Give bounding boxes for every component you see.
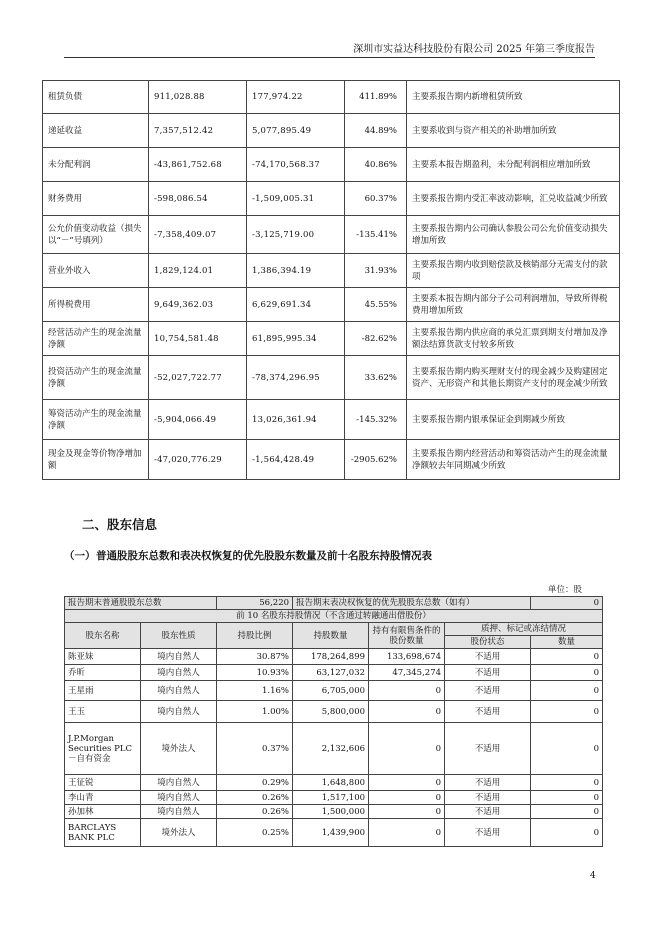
table-row (65, 701, 603, 723)
holder-count: 0 (531, 775, 603, 791)
table-row (65, 681, 603, 701)
table-row (43, 182, 620, 216)
holder-status: 不适用 (445, 805, 531, 819)
current-cell: -52,027,722.77 (149, 356, 247, 400)
holder-nature: 境内自然人 (141, 775, 217, 791)
holder-restricted: 133,698,674 (369, 649, 445, 665)
reason-cell: 主要系报告期内供应商的承兑汇票到期支付增加及净额法结算货款支付较多所致 (407, 322, 620, 356)
item-cell: 递延收益 (43, 114, 149, 148)
subsection-title: 普通股股东总数和表决权恢复的优先股股东数量及前十名股东持股情况表 (96, 550, 432, 562)
holder-status: 不适用 (445, 775, 531, 791)
reason-cell: 主要系报告期内收到赔偿款及核销部分无需支付的款项 (407, 254, 620, 288)
holder-nature: 境内自然人 (141, 649, 217, 665)
table-row (43, 254, 620, 288)
holder-nature: 境外法人 (141, 819, 217, 847)
col-restricted-header: 持有有限售条件的股份数量 (369, 623, 445, 649)
previous-cell: -1,564,428.49 (247, 440, 345, 480)
previous-cell: 61,895,995.34 (247, 322, 345, 356)
holder-ratio: 0.26% (217, 805, 293, 819)
table-row (43, 440, 620, 480)
holder-restricted: 0 (369, 805, 445, 819)
holder-count: 0 (531, 649, 603, 665)
caption-row (65, 610, 603, 623)
holder-name: J.P.Morgan Securities PLC－自有资金 (65, 723, 141, 775)
current-cell: 9,649,362.03 (149, 288, 247, 322)
change-cell: 45.55% (345, 288, 407, 322)
total-holders-value: 56,220 (217, 597, 293, 610)
holder-name: 王星雨 (65, 681, 141, 701)
holder-restricted: 0 (369, 681, 445, 701)
col-pledge-group-header: 质押、标记或冻结情况 (445, 623, 603, 636)
previous-cell: -1,509,005.31 (247, 182, 345, 216)
holder-restricted: 0 (369, 723, 445, 775)
holder-restricted: 0 (369, 819, 445, 847)
change-cell: -82.62% (345, 322, 407, 356)
holder-ratio: 0.26% (217, 791, 293, 805)
total-holders-label: 报告期末普通股股东总数 (65, 597, 217, 610)
holder-ratio: 0.25% (217, 819, 293, 847)
section-heading: 二、股东信息 (82, 517, 158, 532)
holder-nature: 境内自然人 (141, 665, 217, 681)
holder-name: 陈亚妹 (65, 649, 141, 665)
current-cell: 911,028.88 (149, 81, 247, 114)
holder-name: 孙加林 (65, 805, 141, 819)
subsection-heading (64, 548, 432, 563)
holder-nature: 境外法人 (141, 723, 217, 775)
holder-quantity: 6,705,000 (293, 681, 369, 701)
table-row (65, 805, 603, 819)
current-cell: -598,086.54 (149, 182, 247, 216)
holder-name: 李山青 (65, 791, 141, 805)
holder-ratio: 1.16% (217, 681, 293, 701)
col-status-header: 股份状态 (445, 636, 531, 649)
table-row (43, 148, 620, 182)
holder-name: 乔昕 (65, 665, 141, 681)
current-cell: 10,754,581.48 (149, 322, 247, 356)
previous-cell: -74,170,568.37 (247, 148, 345, 182)
holder-count: 0 (531, 681, 603, 701)
item-cell: 财务费用 (43, 182, 149, 216)
holder-count: 0 (531, 805, 603, 819)
change-cell: 411.89% (345, 81, 407, 114)
reason-cell: 主要系报告期内经营活动和筹资活动产生的现金流量净额较去年同期减少所致 (407, 440, 620, 480)
reason-cell: 主要系报告期内银承保证金到期减少所致 (407, 400, 620, 440)
holder-nature: 境内自然人 (141, 681, 217, 701)
report-header: 深圳市实益达科技股份有限公司 2025 年第三季度报告 (353, 44, 595, 55)
previous-cell: -3,125,719.00 (247, 216, 345, 254)
holder-quantity: 1,500,000 (293, 805, 369, 819)
reason-cell: 主要系报告期内公司确认参股公司公允价值变动损失增加所致 (407, 216, 620, 254)
change-cell: -135.41% (345, 216, 407, 254)
current-cell: -47,020,776.29 (149, 440, 247, 480)
top10-caption: 前 10 名股东持股情况（不含通过转融通出借股份） (65, 610, 603, 623)
holder-quantity: 2,132,606 (293, 723, 369, 775)
col-count-header: 数量 (531, 636, 603, 649)
table-row (43, 81, 620, 114)
holder-name: 王征锐 (65, 775, 141, 791)
header-divider (64, 57, 595, 58)
item-cell: 未分配利润 (43, 148, 149, 182)
table-row (43, 114, 620, 148)
subsection-number: （一） (64, 550, 96, 562)
holder-ratio: 0.29% (217, 775, 293, 791)
reason-cell: 主要系报告期内购买理财支付的现金减少及购建固定资产、无形资产和其他长期资产支付的现金减少所致 (407, 356, 620, 400)
holder-restricted: 0 (369, 775, 445, 791)
reason-cell: 主要系收到与资产相关的补助增加所致 (407, 114, 620, 148)
table-row (65, 791, 603, 805)
holder-quantity: 1,648,800 (293, 775, 369, 791)
holder-ratio: 10.93% (217, 665, 293, 681)
table-row (65, 649, 603, 665)
col-nature-header: 股东性质 (141, 623, 217, 649)
item-cell: 经营活动产生的现金流量净额 (43, 322, 149, 356)
item-cell: 现金及现金等价物净增加额 (43, 440, 149, 480)
holder-quantity: 178,264,899 (293, 649, 369, 665)
change-cell: 33.62% (345, 356, 407, 400)
table-row (65, 819, 603, 847)
holder-quantity: 1,439,900 (293, 819, 369, 847)
holder-name: BARCLAYS BANK PLC (65, 819, 141, 847)
col-quantity-header: 持股数量 (293, 623, 369, 649)
holder-status: 不适用 (445, 819, 531, 847)
previous-cell: 1,386,394.19 (247, 254, 345, 288)
pref-holders-label: 报告期末表决权恢复的优先股股东总数（如有） (293, 597, 531, 610)
holder-count: 0 (531, 701, 603, 723)
change-cell: 40.86% (345, 148, 407, 182)
item-cell: 所得税费用 (43, 288, 149, 322)
item-cell: 营业外收入 (43, 254, 149, 288)
shareholders-table (64, 596, 603, 847)
item-cell: 租赁负债 (43, 81, 149, 114)
change-cell: 60.37% (345, 182, 407, 216)
holder-quantity: 63,127,032 (293, 665, 369, 681)
change-cell: 44.89% (345, 114, 407, 148)
holder-status: 不适用 (445, 723, 531, 775)
table-row (65, 665, 603, 681)
holder-status: 不适用 (445, 649, 531, 665)
holder-ratio: 1.00% (217, 701, 293, 723)
current-cell: -7,358,409.07 (149, 216, 247, 254)
change-cell: -145.32% (345, 400, 407, 440)
holder-status: 不适用 (445, 665, 531, 681)
holder-ratio: 0.37% (217, 723, 293, 775)
holder-nature: 境内自然人 (141, 791, 217, 805)
holder-status: 不适用 (445, 681, 531, 701)
reason-cell: 主要系报告期内新增租赁所致 (407, 81, 620, 114)
unit-label: 单位：股 (548, 585, 583, 595)
change-cell: -2905.62% (345, 440, 407, 480)
table-row (43, 356, 620, 400)
holder-count: 0 (531, 791, 603, 805)
current-cell: 1,829,124.01 (149, 254, 247, 288)
holder-count: 0 (531, 723, 603, 775)
holder-restricted: 47,345,274 (369, 665, 445, 681)
item-cell: 公允价值变动收益（损失以“－”号填列） (43, 216, 149, 254)
col-ratio-header: 持股比例 (217, 623, 293, 649)
holder-status: 不适用 (445, 791, 531, 805)
previous-cell: 177,974.22 (247, 81, 345, 114)
table-row (43, 216, 620, 254)
change-cell: 31.93% (345, 254, 407, 288)
table-row (65, 723, 603, 775)
reason-cell: 主要系报告期内受汇率波动影响，汇兑收益减少所致 (407, 182, 620, 216)
holder-ratio: 30.87% (217, 649, 293, 665)
holder-status: 不适用 (445, 701, 531, 723)
header-row (65, 623, 603, 636)
item-cell: 筹资活动产生的现金流量净额 (43, 400, 149, 440)
holder-count: 0 (531, 665, 603, 681)
previous-cell: -78,374,296.95 (247, 356, 345, 400)
previous-cell: 6,629,691.34 (247, 288, 345, 322)
item-cell: 投资活动产生的现金流量净额 (43, 356, 149, 400)
holder-nature: 境内自然人 (141, 701, 217, 723)
holder-restricted: 0 (369, 701, 445, 723)
page-number: 4 (590, 871, 596, 881)
reason-cell: 主要系本报告期盈利，未分配利润相应增加所致 (407, 148, 620, 182)
holder-quantity: 5,800,000 (293, 701, 369, 723)
holder-quantity: 1,517,100 (293, 791, 369, 805)
holder-nature: 境内自然人 (141, 805, 217, 819)
reason-cell: 主要系本报告期内部分子公司利润增加，导致所得税费用增加所致 (407, 288, 620, 322)
holder-name: 王玉 (65, 701, 141, 723)
table-row (65, 775, 603, 791)
holder-restricted: 0 (369, 791, 445, 805)
pref-holders-value: 0 (531, 597, 603, 610)
current-cell: -43,861,752.68 (149, 148, 247, 182)
summary-row (65, 597, 603, 610)
holder-count: 0 (531, 819, 603, 847)
previous-cell: 5,077,895.49 (247, 114, 345, 148)
financial-changes-table (42, 80, 620, 480)
table-row (43, 288, 620, 322)
col-name-header: 股东名称 (65, 623, 141, 649)
previous-cell: 13,026,361.94 (247, 400, 345, 440)
table-row (43, 400, 620, 440)
current-cell: 7,357,512.42 (149, 114, 247, 148)
table-row (43, 322, 620, 356)
current-cell: -5,904,066.49 (149, 400, 247, 440)
